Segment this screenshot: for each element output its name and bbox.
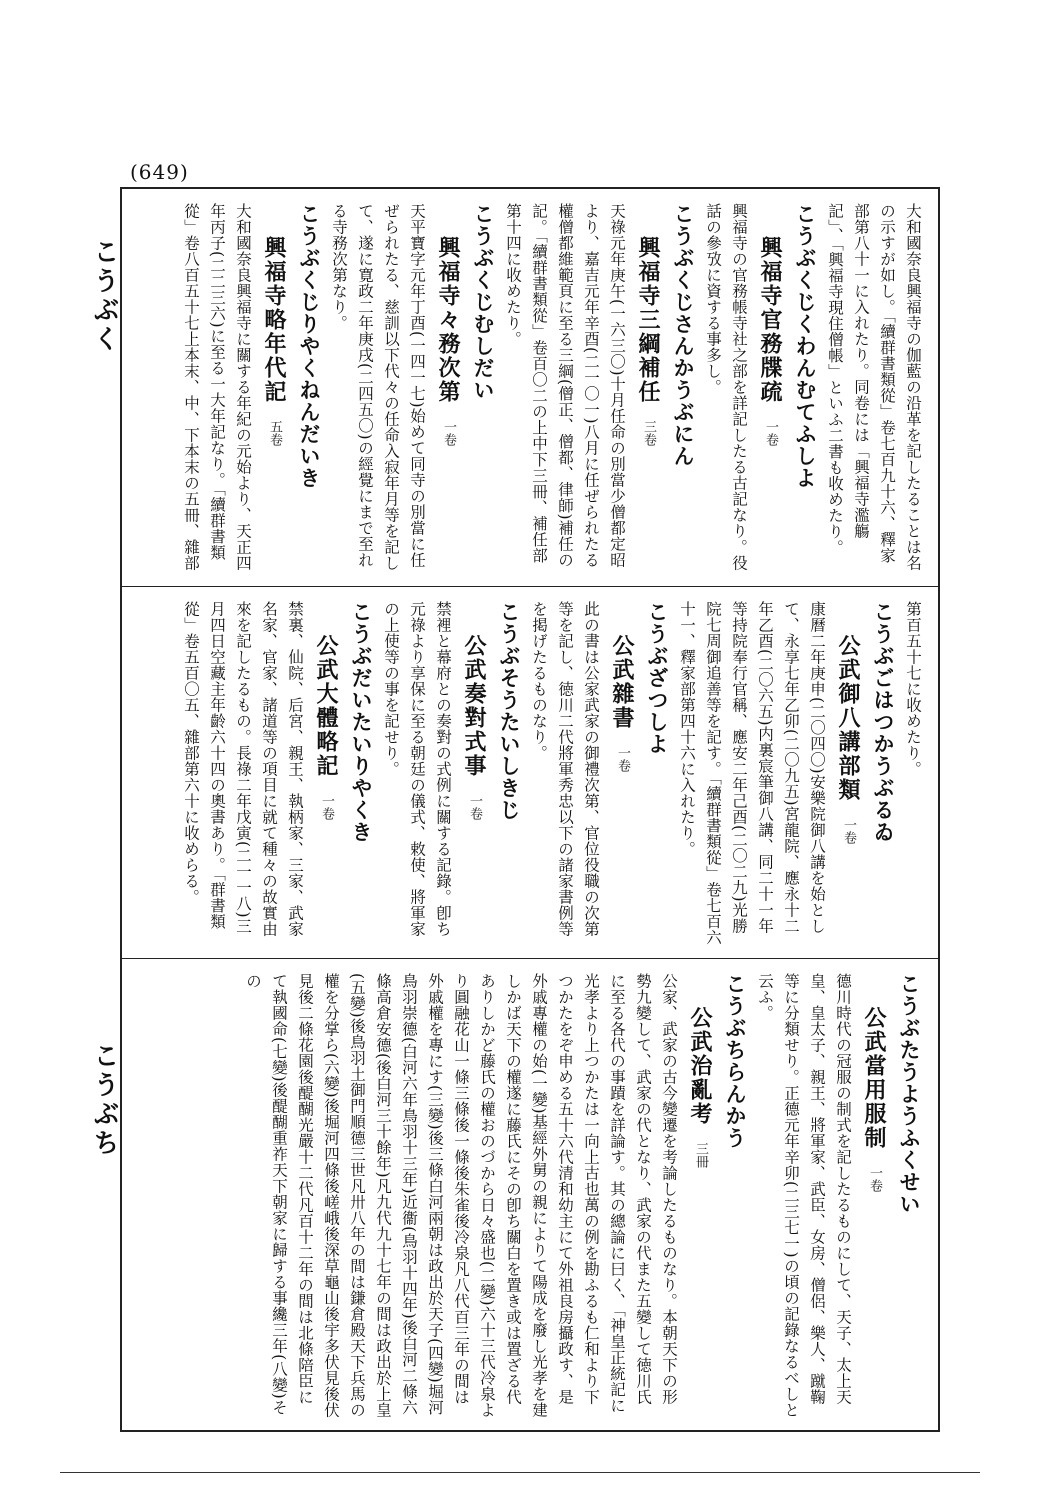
page-number: (649): [130, 160, 189, 184]
entry-text: 大和國奈良興福寺に關する年紀の元始より、天正四年丙子(二二三六)に至る一大年記なり。「續群書類從」卷八百五十七上本末、中、下本末の五冊、雜部: [182, 203, 252, 571]
entry: [240, 973, 752, 1420]
margin-label-top: こうぶく: [89, 238, 119, 354]
entry-volume: 五卷: [267, 419, 282, 446]
entry-title: 公武當用服制一卷: [861, 1006, 887, 1192]
entry-reading: こうぶそうたいしきじ: [497, 601, 522, 821]
entry-reading: こうぶごはつかうぶるゐ: [871, 601, 896, 843]
footer-rule: [60, 1472, 980, 1473]
entry-title: 公武御八講部類一卷: [835, 634, 861, 844]
entry-volume: 一卷: [763, 419, 778, 446]
entry-text: 禁裡と幕府との奏對の式例に關する記錄。卽ち元祿より享保に至る朝廷の儀式、敕使、將軍家の上使等の事を記せり。: [382, 601, 452, 937]
entry: [178, 203, 326, 576]
entry-reading: こうぶざつしよ: [645, 601, 670, 755]
entry-volume: 一卷: [441, 419, 456, 446]
entry-volume: 一卷: [841, 817, 856, 844]
entry-text: 公家、武家の古今變遷を考論したるものなり。本朝天下の形勢九變して、武家の代となり、武家の代また五變して徳川氏に至る各代の事蹟を詳論す。其の總論に曰く、「神皇正統記に光孝より上つかたは一向上古也萬の例を勘ふるも仁和より下つかたをぞ申める五十六代清和幼主にて外祖良房攝政す、是外戚專權の始(一變)基經外舅の親によりて陽成を廢し光孝を建しかば天下の權遂に藤氏にその卽ち關白を置き或は置ざる代ありしかど藤氏の權おのづから日々盛也(二變)六十三代冷泉より圓融花山一條三條後一條後朱雀後冷泉凡八代百三年の間は外戚權を專にす(三變)後三條白河兩朝は政出於天子(四變)堀河鳥羽崇德(白河六年鳥羽十三年)近衞(鳥羽十四年)後白河二條六條高倉安德(後白河三十餘年)凡九代九十七年の間は政出於上皇(五變)後鳥羽土御門順德三世凡卅八年の間は鎌倉殿天下兵馬の權を分掌ら(六變)後堀河四條後嵯峨後深草龜山後宇多伏見後伏見後二條花園後醍醐光嚴十二代凡百十二年の間は北條陪臣にて執國命(七變)後醍醐重祚天下朝家に歸する事纔三年(八變)その: [244, 973, 678, 1419]
tier-1-intro: 大和國奈良興福寺の伽藍の沿革を記したることは名の示すが如し。「續群書類從」卷七百九十六、釋家部第八十一に入れたり。同卷には「興福寺濫觴記」、「興福寺現住僧帳」といふ二書も收めたり。: [826, 203, 922, 571]
entry-reading: こうぶちらんかう: [723, 973, 748, 1149]
entry-volume: 一卷: [467, 793, 482, 820]
entry-reading: こうぶたうようふくせい: [897, 973, 922, 1215]
entry-reading: こうぶだいたいりやくき: [349, 601, 374, 843]
entry-volume: 一卷: [319, 793, 334, 820]
tier-1-text: [134, 203, 926, 576]
dictionary-page-frame: [120, 187, 940, 1432]
entry-reading: こうぶくじさんかうぶにん: [671, 203, 696, 467]
entry: [500, 203, 700, 576]
tier-3: [122, 959, 938, 1430]
entry-title: 公武大體略記一卷: [313, 634, 339, 820]
entry: [674, 601, 900, 948]
entry: [752, 973, 926, 1420]
entry-reading: こうぶくじむしだい: [471, 203, 496, 401]
entry-volume: 三卷: [641, 419, 656, 446]
entry-text: 此の書は公家武家の御禮次第、官位役職の次第等を記し、徳川二代將軍秀忠以下の諸家書例等を掲げたるものなり。: [530, 601, 600, 937]
entry-title: 公武雜書一卷: [609, 634, 635, 772]
entry: [178, 601, 378, 948]
entry-volume: 一卷: [867, 1165, 882, 1192]
entry-text: 禁裏、仙院、后宮、親王、執柄家、三家、武家名家、官家、諸道等の項目に就て種々の故實由來を記したるもの。長祿二年戊寅(二一一八)三月四日空藏主年齡六十四の奧書あり。「群書類從」卷五百〇五、雜部第六十に收めらる。: [182, 601, 304, 937]
entry: [326, 203, 500, 576]
entry-text: 天平寶字元年丁酉(一四一七)始めて同寺の別當に任ぜられたる、慈訓以下代々の任命入寂年月等を記して、遂に寛政二年庚戌(二四五〇)の經覺にまで至れる寺務次第なり。: [330, 203, 426, 571]
entry: [526, 601, 674, 948]
tier-2-text: [134, 601, 926, 948]
entry: [378, 601, 526, 948]
tier-1: [122, 189, 938, 587]
tier-3-text: [134, 973, 926, 1420]
entry-title: 公武奏對式事一卷: [461, 634, 487, 820]
entry-volume: 三冊: [693, 1141, 708, 1168]
entry-text: 德川時代の冠服の制式を記したるものにして、天子、太上天皇、皇太子、親王、將軍家、武臣、女房、僧侶、樂人、蹴鞠等に分類せり。正德元年辛卯(二三七一)の頃の記錄なるべしと云ふ。: [756, 973, 852, 1419]
entry-text: 天祿元年庚午(一六三〇)十月任命の別當少僧都定昭より、嘉吉元年辛酉(二一〇一)八月に任ぜられたる權僧都維範頁に至る三綱(僧正、僧都、律師)補任の記。「續群書類從」卷百〇二の上中下三冊、補任部第十四に收めたり。: [504, 203, 626, 569]
entry-title: 興福寺三綱補任三卷: [635, 236, 661, 446]
entry-reading: こうぶくじくわんむてふしよ: [793, 203, 818, 489]
tier-2: [122, 587, 938, 959]
margin-label-bottom: こうぶち: [89, 1042, 119, 1158]
tier-2-intro: 第百五十七に收めたり。: [904, 601, 922, 777]
entry-title: 公武治亂考三冊: [687, 1006, 713, 1168]
entry-text: 康曆二年庚申(二〇四〇)安樂院御八講を始として、永享七年乙卯(二〇九五)宮龍院、應永十二年乙酉(二〇六五)内裏宸筆御八講、同二十一年等持院奉行官稱、應安二年己酉(二〇二九)光勝院七周御追善等を記す。「續群書類從」卷七百六十一、釋家部第四十六に入れたり。: [678, 601, 826, 946]
entry-text: 興福寺の官務帳寺社之部を詳記したる古記なり。役話の參攷に資する事多し。: [704, 203, 748, 571]
entry-title: 興福寺官務牒疏一卷: [757, 236, 783, 446]
entry-volume: 一卷: [615, 745, 630, 772]
entry: [700, 203, 822, 576]
entry-title: 興福寺々務次第一卷: [435, 236, 461, 446]
entry-reading: こうぶくじりやくねんだいき: [297, 203, 322, 489]
entry-title: 興福寺略年代記五卷: [261, 236, 287, 446]
